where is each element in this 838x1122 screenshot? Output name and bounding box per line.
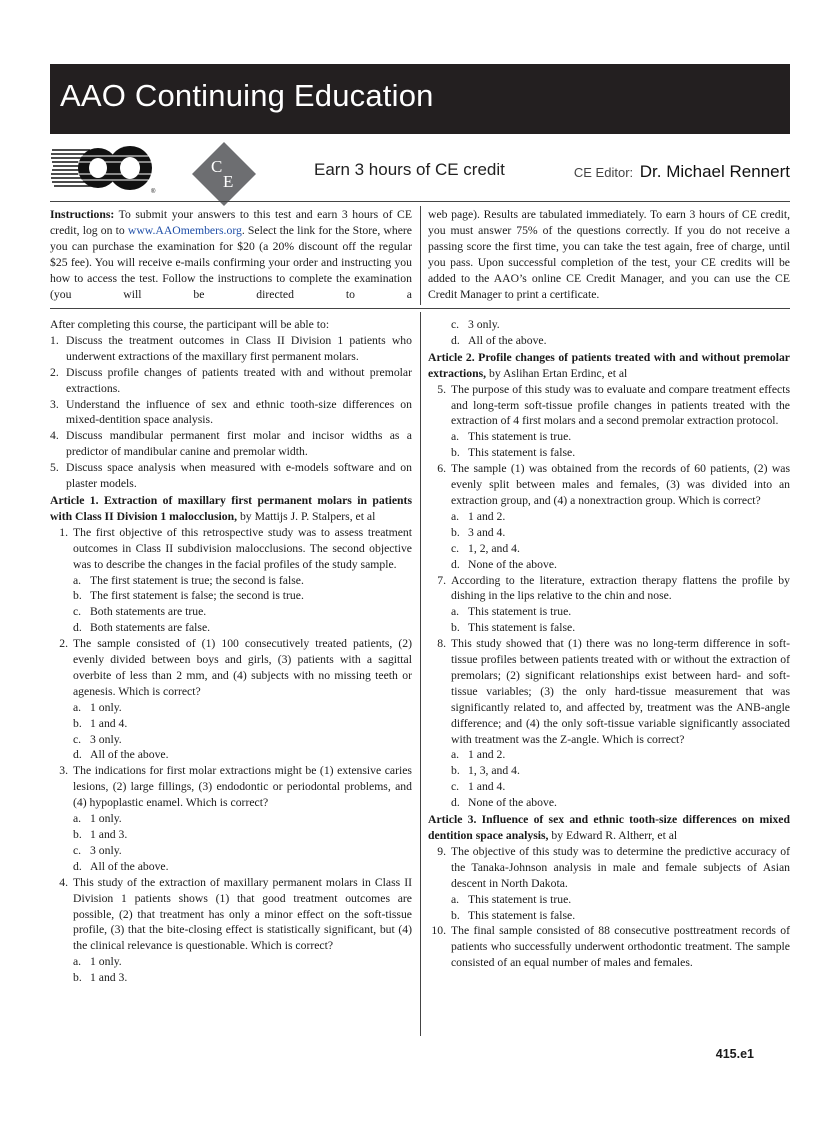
- objective-text: Discuss mandibular permanent first molar and incisor widths as a predictor of mandibular canine and premolar width.: [66, 429, 412, 459]
- answer-option[interactable]: [50, 843, 412, 859]
- answer-option[interactable]: [428, 317, 790, 333]
- objectives-list: [50, 333, 412, 492]
- question-item: [428, 573, 790, 605]
- option-letter: d.: [73, 621, 82, 635]
- answer-option[interactable]: [428, 445, 790, 461]
- objective-text: Discuss the treatment outcomes in Class II Division 1 patients who underwent extractions of the maxillary first permanent molars.: [66, 333, 412, 363]
- answer-option[interactable]: [428, 763, 790, 779]
- option-letter: b.: [451, 764, 460, 778]
- question-item: [50, 875, 412, 955]
- question-item: [428, 844, 790, 892]
- svg-text:E: E: [223, 172, 234, 191]
- question-item: [428, 461, 790, 509]
- option-letter: c.: [73, 732, 82, 746]
- svg-text:C: C: [211, 157, 223, 176]
- option-letter: c.: [451, 780, 460, 794]
- question-item: [428, 636, 790, 747]
- ce-badge: [190, 140, 258, 208]
- editor-label: CE Editor:: [573, 165, 634, 180]
- option-text: 3 only.: [90, 843, 122, 857]
- question-item: [428, 382, 790, 430]
- option-text: 1, 3, and 4.: [468, 764, 520, 778]
- option-letter: a.: [451, 892, 460, 906]
- answer-option[interactable]: [50, 604, 412, 620]
- article-title: Article 1. Extraction of maxillary first permanent molars in patients with Class II Division 1 malocclusion,: [50, 493, 412, 523]
- option-letter: d.: [451, 333, 460, 347]
- article-title: Article 2. Profile changes of patients treated with and without premolar extractions,: [428, 350, 790, 380]
- question-text: The sample (1) was obtained from the records of 60 patients, (2) was evenly split between males and females, (3) was divided into an extraction group, and (4) a nonextraction group. Which is correct?: [451, 462, 790, 507]
- option-letter: b.: [451, 621, 460, 635]
- answer-option[interactable]: [50, 700, 412, 716]
- answer-option[interactable]: [50, 747, 412, 763]
- option-letter: b.: [451, 446, 460, 460]
- option-letter: d.: [451, 557, 460, 571]
- option-letter: c.: [73, 843, 82, 857]
- answer-option[interactable]: [50, 811, 412, 827]
- question-text: This study of the extraction of maxillary permanent molars in Class II Division 1 patients shows (1) that good treatment outcomes are possible, (2) that treatment has only a minor effect on the soft-tissue profile, (3) that the bite-closing effect is statistically significant, but (4) the clinical relevance is questionable. Which is correct?: [73, 875, 412, 953]
- answer-option[interactable]: [50, 954, 412, 970]
- option-text: 1 and 3.: [90, 828, 128, 841]
- option-text: This statement is false.: [468, 621, 576, 635]
- article-heading: [50, 493, 412, 525]
- option-text: None of the above.: [468, 796, 557, 810]
- instructions-rule: [50, 308, 790, 309]
- option-text: 1 only.: [90, 700, 122, 714]
- answer-option[interactable]: [428, 333, 790, 349]
- option-letter: b.: [451, 908, 460, 922]
- objective-item: [50, 428, 412, 460]
- option-text: All of the above.: [90, 748, 169, 762]
- ce-editor: [574, 162, 790, 182]
- answer-option[interactable]: [50, 970, 412, 986]
- answer-option[interactable]: [428, 557, 790, 573]
- question-text: The final sample consisted of 88 consecutive posttreatment records of patients who successfully underwent orthodontic treatment. The sample consisted of an equal number of males and females.: [451, 924, 790, 970]
- answer-option[interactable]: [50, 716, 412, 732]
- option-text: This statement is true.: [468, 605, 572, 619]
- option-letter: b.: [451, 525, 460, 539]
- option-text: The first statement is false; the second is true.: [90, 589, 304, 603]
- right-column: [428, 317, 790, 971]
- answer-option[interactable]: [50, 827, 412, 843]
- answer-option[interactable]: [428, 779, 790, 795]
- question-number: 3.: [59, 764, 68, 778]
- option-text: 1 and 4.: [90, 716, 128, 730]
- question-number: 5.: [437, 382, 446, 396]
- option-letter: c.: [73, 605, 82, 619]
- instructions-left: Instructions: To submit your answers to this test and earn 3 hours of CE credit, log on to www.AAOmembers.org. Select the link for the Store, where you can purchase the examination for $20 (a 20% discount off the regular $25 fee). You will receive e-mails confirming your order and instructing you how to access the test. Follow the instructions to complete the examination (you will be directed to a: [50, 208, 412, 301]
- answer-option[interactable]: [428, 620, 790, 636]
- credit-heading: Earn 3 hours of CE credit: [314, 160, 505, 179]
- question-number: 1.: [59, 525, 68, 539]
- objective-item: [50, 333, 412, 365]
- option-text: The first statement is true; the second is false.: [90, 573, 304, 587]
- option-text: 1 and 2.: [468, 748, 506, 762]
- option-letter: d.: [73, 859, 82, 873]
- question-number: 10.: [431, 924, 446, 938]
- objective-number: 5.: [50, 461, 59, 475]
- question-number: 4.: [59, 875, 68, 889]
- question-text: The sample consisted of (1) 100 consecutively treated patients, (2) evenly divided between boys and girls, (3) patients with a sagittal overbite of less than 2 mm, and (4) subjects with no missing teeth or agenesis. Which is correct?: [73, 637, 412, 698]
- objective-number: 3.: [50, 397, 59, 411]
- objective-number: 1.: [50, 333, 59, 347]
- option-letter: b.: [73, 589, 82, 603]
- column-divider-top: [420, 206, 421, 305]
- option-letter: a.: [73, 700, 82, 714]
- option-text: This statement is false.: [468, 446, 576, 460]
- question-item: [50, 525, 412, 573]
- option-letter: a.: [73, 812, 82, 826]
- option-letter: c.: [451, 318, 460, 331]
- option-letter: b.: [73, 971, 82, 985]
- option-letter: d.: [73, 748, 82, 762]
- question-item: [50, 763, 412, 811]
- aao-members-link[interactable]: www.AAOmembers.org: [127, 224, 242, 237]
- objective-item: [50, 365, 412, 397]
- aao-logo: [50, 142, 158, 196]
- option-letter: c.: [451, 541, 460, 555]
- option-text: This statement is true.: [468, 430, 572, 444]
- answer-option[interactable]: [428, 541, 790, 557]
- objective-number: 2.: [50, 365, 59, 379]
- answer-option[interactable]: [428, 747, 790, 763]
- svg-text:®: ®: [151, 189, 156, 195]
- option-letter: b.: [73, 828, 82, 841]
- article-authors: by Aslihan Ertan Erdinc, et al: [489, 366, 628, 380]
- answer-option[interactable]: [50, 573, 412, 589]
- option-text: Both statements are false.: [90, 621, 211, 635]
- objective-text: Understand the influence of sex and ethnic tooth-size differences on mixed-dentition space analysis.: [66, 397, 412, 427]
- question-item: [50, 636, 412, 700]
- objective-text: Discuss profile changes of patients treated with and without premolar extractions.: [66, 365, 412, 395]
- option-text: None of the above.: [468, 557, 557, 571]
- answer-option[interactable]: [428, 908, 790, 924]
- option-letter: a.: [451, 605, 460, 619]
- objective-item: [50, 397, 412, 429]
- question-number: 6.: [437, 462, 446, 476]
- option-text: 1 and 3.: [90, 971, 128, 985]
- question-text: According to the literature, extraction therapy flattens the profile by dishing in the lips relative to the chin and nose.: [451, 573, 790, 603]
- answer-option[interactable]: [428, 795, 790, 811]
- article-heading: [428, 350, 790, 382]
- option-letter: a.: [451, 748, 460, 762]
- banner-title: AAO Continuing Education: [50, 64, 790, 134]
- option-letter: a.: [73, 955, 82, 969]
- objectives-intro: After completing this course, the participant will be able to:: [50, 318, 330, 331]
- left-column: [50, 317, 412, 986]
- option-text: 1 only.: [90, 955, 122, 969]
- page-number: 415.e1: [715, 1047, 754, 1061]
- answer-option[interactable]: [50, 620, 412, 636]
- article-authors: by Mattijs J. P. Stalpers, et al: [239, 509, 376, 523]
- option-letter: a.: [451, 509, 460, 523]
- option-text: All of the above.: [468, 333, 547, 347]
- instructions-right: web page). Results are tabulated immediately. To earn 3 hours of CE credit, you must answer 75% of the questions correctly. If you do not receive a passing score the first time, you can take the test again, free of charge, until you pass. Upon successful completion of the test, your CE credits will be added to the AAO’s online CE Credit Manager, and you can use the CE Credit Manager to print a certificate.: [428, 208, 790, 301]
- option-text: This statement is true.: [468, 892, 572, 906]
- objective-item: [50, 460, 412, 492]
- option-text: 3 only.: [90, 732, 122, 746]
- answer-option[interactable]: [428, 604, 790, 620]
- option-text: This statement is false.: [468, 908, 576, 922]
- question-number: 9.: [437, 844, 446, 858]
- answer-option[interactable]: [50, 588, 412, 604]
- option-text: Both statements are true.: [90, 605, 207, 619]
- option-letter: b.: [73, 716, 82, 730]
- question-text: The first objective of this retrospective study was to assess treatment outcomes in Class II subdivision malocclusions. The second objective was to describe the changes in the facial profiles of the study sample.: [73, 525, 412, 571]
- option-text: 1, 2, and 4.: [468, 541, 520, 555]
- answer-option[interactable]: [428, 525, 790, 541]
- question-text: The indications for first molar extractions might be (1) extensive caries lesions, (2) large fillings, (3) endodontic or periodontal problems, and (4) hypoplastic enamel. Which is correct?: [73, 764, 412, 810]
- header-rule: [50, 201, 790, 202]
- option-letter: a.: [73, 573, 82, 587]
- answer-option[interactable]: [428, 892, 790, 908]
- editor-name: Dr. Michael Rennert: [639, 162, 790, 181]
- answer-option[interactable]: [50, 859, 412, 875]
- answer-option[interactable]: [428, 429, 790, 445]
- question-number: 7.: [437, 573, 446, 587]
- question-text: The purpose of this study was to evaluate and compare treatment effects and long-term soft-tissue profile changes in patients treated with the extraction of 4 first molars and a second premolar extraction protocol.: [451, 382, 790, 428]
- question-number: 8.: [437, 637, 446, 651]
- question-item: [428, 923, 790, 971]
- question-text: This study showed that (1) there was no long-term difference in soft-tissue profiles between patients treated with or without the extraction of premolars; (2) significant relationships exist between hard- and soft-tissue variables; (3) the only hard-tissue measurement that was significantly related to, and affected by, treatment was the ANB-angle difference; and (4) the only soft-tissue variable significantly associated with treatment was the Z-angle. Which is correct?: [451, 637, 790, 746]
- article-authors: by Edward R. Altherr, et al: [551, 829, 678, 842]
- objective-number: 4.: [50, 429, 59, 443]
- column-divider: [420, 312, 421, 1036]
- option-text: 3 only.: [468, 318, 500, 331]
- option-text: All of the above.: [90, 859, 169, 873]
- article-title: Article 3. Influence of sex and ethnic tooth-size differences on mixed dentition space analysis,: [428, 813, 790, 842]
- answer-option[interactable]: [50, 732, 412, 748]
- option-text: 1 only.: [90, 812, 122, 826]
- objective-text: Discuss space analysis when measured with e-models software and on plaster models.: [66, 461, 412, 491]
- option-letter: d.: [451, 796, 460, 810]
- answer-option[interactable]: [428, 509, 790, 525]
- question-text: The objective of this study was to determine the predictive accuracy of the Tanaka-Johnson analysis in male and female subjects of Asian descent in North Dakota.: [451, 844, 790, 890]
- option-text: 1 and 2.: [468, 509, 506, 523]
- option-text: 3 and 4.: [468, 525, 506, 539]
- question-number: 2.: [59, 637, 68, 651]
- option-letter: a.: [451, 430, 460, 444]
- option-text: 1 and 4.: [468, 780, 506, 794]
- article-heading: [428, 812, 790, 844]
